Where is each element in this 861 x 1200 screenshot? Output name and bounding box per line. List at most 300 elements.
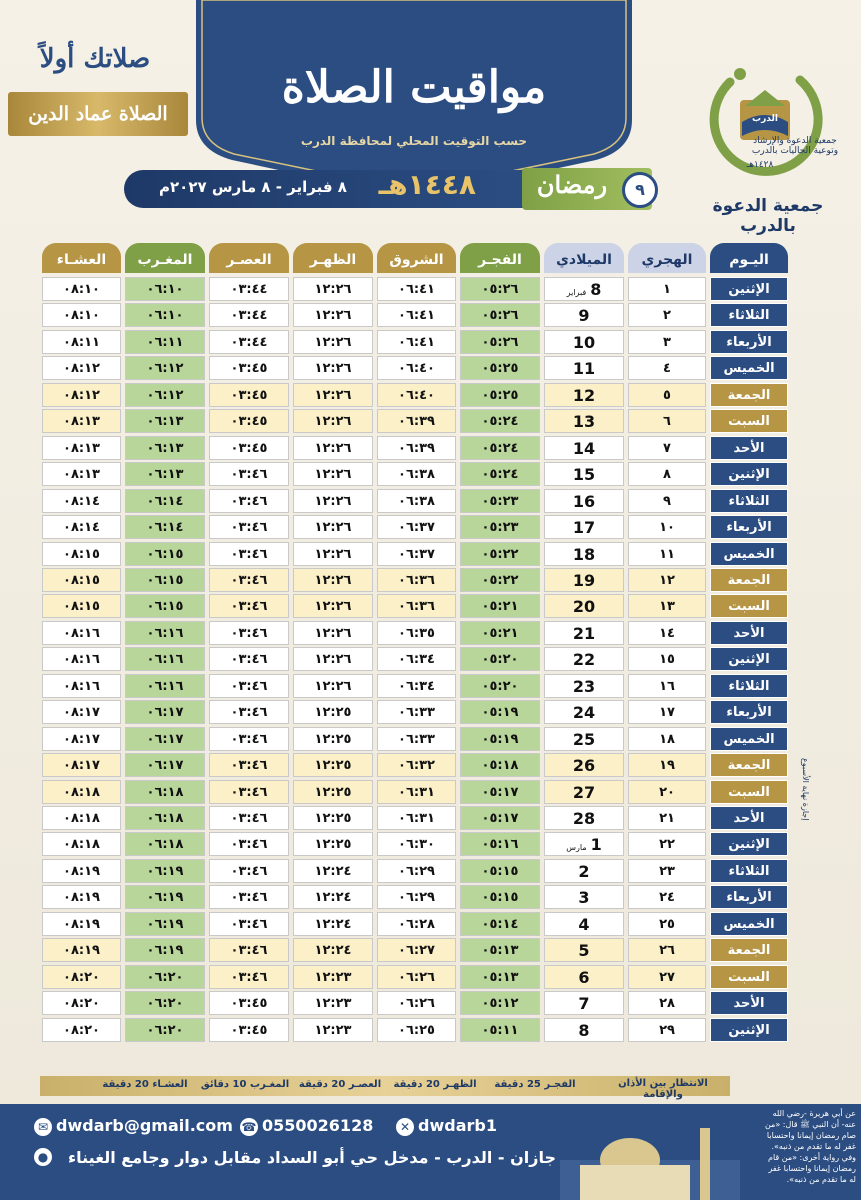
cell-fajr — [460, 832, 540, 856]
hijri-value: ٢١ — [659, 811, 675, 826]
greg-value: 20 — [572, 597, 596, 617]
month-name: رمضان — [536, 170, 608, 199]
asr-value: ٠٣:٤٤ — [230, 282, 268, 297]
cell-shuruq — [377, 727, 456, 751]
maghrib-value: ٠٦:١٥ — [146, 599, 184, 615]
dhuhr-value: ١٢:٢٦ — [314, 387, 352, 403]
fajr-value: ٠٥:١٥ — [481, 890, 519, 906]
greg-value: 23 — [572, 676, 596, 696]
cell-hijri — [628, 859, 706, 883]
cell-greg — [544, 965, 624, 989]
fajr-value: ٠٥:٢١ — [481, 599, 519, 615]
cell-fajr — [460, 515, 540, 539]
cell-greg — [544, 303, 624, 327]
cell-shuruq — [377, 885, 456, 909]
cell-fajr — [460, 753, 540, 777]
greg-value: 21 — [572, 623, 596, 643]
cell-dhuhr — [293, 885, 373, 909]
day-value: الأربعاء — [726, 890, 772, 906]
page-title: مواقيت الصلاة — [281, 62, 547, 113]
maghrib-value: ٠٦:١٨ — [146, 837, 184, 853]
shuruq-value: ٠٦:٣٢ — [398, 758, 435, 774]
phone-icon: ☎ — [241, 1119, 257, 1134]
fajr-value: ٠٥:١٢ — [481, 996, 519, 1012]
cell-maghrib — [125, 542, 205, 566]
slogan-bottom: الصلاة عماد الدين — [8, 92, 188, 136]
fajr-value: ٠٥:١٦ — [481, 837, 519, 853]
isha-value: ٠٨:٢٠ — [63, 1022, 100, 1038]
cell-dhuhr — [293, 806, 373, 830]
cell-greg — [544, 568, 624, 592]
maghrib-value: ٠٦:١٠ — [146, 308, 184, 324]
col-hijri-header: الهجري — [628, 243, 706, 273]
day-value: الجمعة — [727, 758, 771, 774]
cell-dhuhr — [293, 938, 373, 962]
fajr-value: ٠٥:١٧ — [481, 784, 519, 800]
day-value: الخميس — [723, 731, 775, 747]
asr-value: ٠٣:٤٦ — [230, 943, 268, 959]
isha-value: ٠٨:١٢ — [63, 361, 100, 377]
dhuhr-value: ١٢:٢٤ — [314, 890, 352, 906]
hijri-value: ١٢ — [659, 572, 675, 588]
asr-value: ٠٣:٤٦ — [230, 705, 268, 721]
cell-maghrib — [125, 594, 205, 618]
cell-isha — [42, 727, 121, 751]
dhuhr-value: ١٢:٢٣ — [314, 996, 352, 1012]
cell-day — [710, 806, 788, 830]
isha-value: ٠٨:١٤ — [63, 493, 100, 509]
dhuhr-value: ١٢:٢٥ — [314, 705, 352, 721]
cell-shuruq — [377, 277, 456, 301]
greg-value: 7 — [578, 994, 590, 1014]
asr-value: ٠٣:٤٦ — [230, 731, 268, 747]
cell-maghrib — [125, 885, 205, 909]
shuruq-value: ٠٦:٣٧ — [398, 520, 435, 536]
gregorian-range: ٨ فبراير - ٨ مارس ٢٠٢٧م — [159, 178, 347, 196]
cell-hijri — [628, 303, 706, 327]
cell-greg — [544, 515, 624, 539]
cell-hijri — [628, 568, 706, 592]
dhuhr-value: ١٢:٢٣ — [314, 1022, 352, 1038]
cell-maghrib — [125, 621, 205, 645]
cell-dhuhr — [293, 330, 373, 354]
shuruq-value: ٠٦:٢٩ — [398, 863, 435, 879]
cell-isha — [42, 674, 121, 698]
cell-day — [710, 330, 788, 354]
maghrib-value: ٠٦:١٢ — [146, 387, 184, 403]
mosque-illustration — [560, 1120, 740, 1200]
cell-greg — [544, 938, 624, 962]
shuruq-value: ٠٦:٣٣ — [398, 731, 435, 747]
isha-value: ٠٨:١٤ — [63, 520, 100, 536]
fajr-value: ٠٥:٢٦ — [481, 334, 519, 350]
cell-asr — [209, 462, 289, 486]
cell-asr — [209, 356, 289, 380]
shuruq-value: ٠٦:٢٥ — [398, 1022, 435, 1038]
cell-shuruq — [377, 700, 456, 724]
hijri-value: ١٤ — [659, 625, 675, 641]
cell-maghrib — [125, 303, 205, 327]
asr-value: ٠٣:٤٦ — [230, 678, 268, 694]
cell-day — [710, 542, 788, 566]
fajr-value: ٠٥:١٤ — [481, 916, 519, 932]
cell-greg — [544, 753, 624, 777]
day-value: الخميس — [723, 916, 775, 932]
asr-value: ٠٣:٤٦ — [230, 916, 268, 932]
cell-maghrib — [125, 674, 205, 698]
cell-day — [710, 462, 788, 486]
asr-value: ٠٣:٤٦ — [230, 493, 268, 509]
cell-dhuhr — [293, 753, 373, 777]
cell-shuruq — [377, 594, 456, 618]
cell-day — [710, 647, 788, 671]
cell-asr — [209, 303, 289, 327]
hijri-value: ٢٤ — [659, 890, 675, 906]
cell-hijri — [628, 965, 706, 989]
cell-isha — [42, 277, 121, 301]
day-value: الإثنين — [728, 1022, 770, 1038]
hijri-value: ١ — [663, 282, 671, 297]
day-value: الثلاثاء — [728, 863, 770, 879]
cell-dhuhr — [293, 462, 373, 486]
shuruq-value: ٠٦:٣٦ — [398, 599, 435, 615]
cell-hijri — [628, 780, 706, 804]
cell-fajr — [460, 700, 540, 724]
asr-value: ٠٣:٤٦ — [230, 520, 268, 536]
fajr-value: ٠٥:١١ — [481, 1022, 519, 1038]
cell-fajr — [460, 568, 540, 592]
cell-dhuhr — [293, 436, 373, 460]
day-value: الإثنين — [728, 282, 770, 297]
location-icon: ● — [34, 1146, 56, 1166]
cell-asr — [209, 383, 289, 407]
cell-shuruq — [377, 621, 456, 645]
fajr-value: ٠٥:٢٢ — [481, 572, 519, 588]
x-twitter-icon: ✕ — [396, 1118, 414, 1136]
greg-value: 17 — [572, 518, 596, 538]
cell-shuruq — [377, 303, 456, 327]
page-subtitle: حسب التوقيت المحلي لمحافظة الدرب — [300, 134, 528, 148]
maghrib-value: ٠٦:١٣ — [146, 440, 184, 456]
month-label: فبراير — [566, 288, 587, 297]
month-label: مارس — [566, 843, 587, 853]
cell-dhuhr — [293, 356, 373, 380]
day-value: الخميس — [723, 546, 775, 562]
cell-hijri — [628, 727, 706, 751]
fajr-value: ٠٥:٢٠ — [481, 652, 519, 668]
col-asr-header: العصـر — [209, 243, 289, 273]
day-value: السبت — [728, 414, 770, 430]
cell-greg — [544, 912, 624, 936]
cell-hijri — [628, 938, 706, 962]
phone-contact[interactable]: ☎ 0550026128 — [241, 1116, 374, 1135]
greg-value: 13 — [572, 412, 596, 432]
fajr-value: ٠٥:٢٦ — [481, 282, 519, 297]
cell-asr — [209, 277, 289, 301]
cell-day — [710, 515, 788, 539]
isha-value: ٠٨:١٧ — [63, 758, 100, 774]
cell-dhuhr — [293, 621, 373, 645]
shuruq-value: ٠٦:٢٨ — [398, 916, 435, 932]
cell-asr — [209, 832, 289, 856]
greg-value: 18 — [572, 544, 596, 564]
asr-value: ٠٣:٤٥ — [230, 1022, 268, 1038]
fajr-value: ٠٥:٢٠ — [481, 678, 519, 694]
cell-isha — [42, 383, 121, 407]
hijri-value: ٢٢ — [659, 837, 675, 853]
cell-asr — [209, 515, 289, 539]
asr-value: ٠٣:٤٥ — [230, 414, 268, 430]
cell-asr — [209, 912, 289, 936]
hijri-value: ٢٩ — [659, 1022, 675, 1038]
isha-value: ٠٨:١٦ — [63, 652, 100, 668]
cell-maghrib — [125, 462, 205, 486]
cell-fajr — [460, 806, 540, 830]
greg-value: 19 — [572, 570, 596, 590]
iqama-fajr: الفجـر 25 دقيقة — [494, 1079, 576, 1090]
email-contact[interactable]: ✉ dwdarb@gmail.com — [34, 1116, 233, 1136]
cell-asr — [209, 489, 289, 513]
shuruq-value: ٠٦:٤١ — [398, 334, 435, 350]
hijri-value: ٦ — [663, 414, 671, 430]
cell-fajr — [460, 991, 540, 1015]
cell-dhuhr — [293, 277, 373, 301]
day-value: الأحد — [733, 440, 765, 456]
cell-asr — [209, 859, 289, 883]
asr-value: ٠٣:٤٦ — [230, 837, 268, 853]
hijri-value: ١٧ — [659, 705, 675, 721]
cell-asr — [209, 991, 289, 1015]
dhuhr-value: ١٢:٢٣ — [314, 969, 352, 985]
maghrib-value: ٠٦:١٩ — [146, 916, 184, 932]
maghrib-value: ٠٦:١٤ — [146, 520, 184, 536]
cell-dhuhr — [293, 568, 373, 592]
greg-value: 22 — [572, 650, 596, 670]
cell-dhuhr — [293, 594, 373, 618]
shuruq-value: ٠٦:٢٩ — [398, 890, 435, 906]
hijri-value: ٤ — [663, 361, 671, 377]
hijri-value: ١٨ — [659, 731, 675, 747]
asr-value: ٠٣:٤٥ — [230, 440, 268, 456]
shuruq-value: ٠٦:٣٠ — [398, 837, 435, 853]
cell-shuruq — [377, 436, 456, 460]
cell-asr — [209, 1018, 289, 1042]
org-full-name: جمعية الدعوة والإرشاد وتوعية الجاليات بالدرب — [751, 136, 839, 156]
twitter-contact[interactable]: ✕ dwdarb1 — [396, 1116, 497, 1136]
day-value: الثلاثاء — [728, 493, 770, 509]
dhuhr-value: ١٢:٢٤ — [314, 943, 352, 959]
fajr-value: ٠٥:٢٣ — [481, 493, 519, 509]
asr-value: ٠٣:٤٦ — [230, 625, 268, 641]
cell-isha — [42, 912, 121, 936]
month-number: ٩ — [622, 172, 658, 208]
cell-isha — [42, 409, 121, 433]
greg-value: 8 — [578, 1020, 590, 1040]
cell-hijri — [628, 277, 706, 301]
cell-isha — [42, 356, 121, 380]
cell-fajr — [460, 356, 540, 380]
cell-isha — [42, 489, 121, 513]
cell-hijri — [628, 330, 706, 354]
greg-value: 5 — [578, 941, 590, 961]
shuruq-value: ٠٦:٣٨ — [398, 493, 435, 509]
day-value: الأربعاء — [726, 334, 772, 350]
greg-value: 8 — [590, 280, 602, 299]
maghrib-value: ٠٦:٢٠ — [146, 1022, 184, 1038]
cell-asr — [209, 674, 289, 698]
cell-day — [710, 859, 788, 883]
cell-maghrib — [125, 436, 205, 460]
cell-isha — [42, 462, 121, 486]
shuruq-value: ٠٦:٣٣ — [398, 705, 435, 721]
maghrib-value: ٠٦:١٥ — [146, 546, 184, 562]
asr-value: ٠٣:٤٦ — [230, 572, 268, 588]
cell-day — [710, 621, 788, 645]
cell-hijri — [628, 885, 706, 909]
cell-maghrib — [125, 806, 205, 830]
cell-shuruq — [377, 991, 456, 1015]
cell-dhuhr — [293, 303, 373, 327]
cell-day — [710, 965, 788, 989]
cell-dhuhr — [293, 383, 373, 407]
cell-day — [710, 885, 788, 909]
isha-value: ٠٨:١٣ — [63, 467, 100, 483]
hijri-value: ١٦ — [659, 678, 675, 694]
maghrib-value: ٠٦:١٦ — [146, 652, 184, 668]
cell-hijri — [628, 462, 706, 486]
col-isha-header: العشـاء — [42, 243, 121, 273]
dhuhr-value: ١٢:٢٦ — [314, 414, 352, 430]
org-name: جمعية الدعوة بالدرب — [712, 196, 824, 236]
isha-value: ٠٨:١٥ — [63, 572, 100, 588]
fajr-value: ٠٥:١٧ — [481, 811, 519, 826]
isha-value: ٠٨:١١ — [63, 334, 100, 350]
maghrib-value: ٠٦:١٣ — [146, 414, 184, 430]
cell-dhuhr — [293, 727, 373, 751]
cell-hijri — [628, 621, 706, 645]
cell-dhuhr — [293, 647, 373, 671]
day-value: الثلاثاء — [728, 678, 770, 694]
col-fajr-header: الفجـر — [460, 243, 540, 273]
hijri-value: ٢٣ — [659, 863, 675, 879]
day-value: الأحد — [733, 996, 765, 1012]
asr-value: ٠٣:٤٥ — [230, 387, 268, 403]
cell-asr — [209, 965, 289, 989]
cell-asr — [209, 753, 289, 777]
dhuhr-value: ١٢:٢٦ — [314, 520, 352, 536]
cell-asr — [209, 594, 289, 618]
slogan-top: صلاتك أولاً — [39, 44, 151, 74]
iqama-maghrib: المغـرب 10 دقائق — [200, 1079, 290, 1090]
dhuhr-value: ١٢:٢٥ — [314, 758, 352, 774]
cell-asr — [209, 568, 289, 592]
cell-fajr — [460, 409, 540, 433]
greg-value: 2 — [578, 861, 590, 881]
cell-asr — [209, 542, 289, 566]
dhuhr-value: ١٢:٢٦ — [314, 599, 352, 615]
cell-greg — [544, 489, 624, 513]
isha-value: ٠٨:١٩ — [63, 916, 100, 932]
asr-value: ٠٣:٤٦ — [230, 758, 268, 774]
logo-word: الدرب — [752, 114, 778, 124]
cell-isha — [42, 753, 121, 777]
cell-hijri — [628, 912, 706, 936]
greg-value: 11 — [572, 359, 596, 379]
hijri-value: ٨ — [663, 467, 671, 483]
cell-asr — [209, 700, 289, 724]
shuruq-value: ٠٦:٣٧ — [398, 546, 435, 562]
cell-isha — [42, 542, 121, 566]
cell-fajr — [460, 303, 540, 327]
cell-asr — [209, 330, 289, 354]
cell-isha — [42, 938, 121, 962]
cell-shuruq — [377, 1018, 456, 1042]
hijri-value: ٢٨ — [659, 996, 675, 1012]
cell-asr — [209, 409, 289, 433]
greg-value: 25 — [572, 729, 596, 749]
day-value: الجمعة — [727, 387, 771, 403]
day-value: الخميس — [723, 361, 775, 377]
cell-day — [710, 303, 788, 327]
cell-asr — [209, 647, 289, 671]
cell-fajr — [460, 859, 540, 883]
cell-maghrib — [125, 277, 205, 301]
cell-isha — [42, 330, 121, 354]
isha-value: ٠٨:٢٠ — [63, 996, 100, 1012]
cell-fajr — [460, 727, 540, 751]
shuruq-value: ٠٦:٣٤ — [398, 678, 435, 694]
hijri-value: ٢٦ — [659, 943, 675, 959]
isha-value: ٠٨:١٠ — [63, 282, 100, 297]
shuruq-value: ٠٦:٣٥ — [398, 625, 435, 641]
cell-isha — [42, 436, 121, 460]
dhuhr-value: ١٢:٢٤ — [314, 916, 352, 932]
hijri-value: ٢٧ — [659, 969, 675, 985]
greg-value: 12 — [572, 385, 596, 405]
cell-hijri — [628, 1018, 706, 1042]
cell-isha — [42, 832, 121, 856]
day-value: الثلاثاء — [728, 308, 770, 324]
cell-dhuhr — [293, 912, 373, 936]
day-value: الأحد — [733, 625, 765, 641]
asr-value: ٠٣:٤٤ — [230, 308, 268, 324]
hijri-value: ١١ — [659, 546, 675, 562]
cell-hijri — [628, 515, 706, 539]
isha-value: ٠٨:١٥ — [63, 599, 100, 615]
dhuhr-value: ١٢:٢٦ — [314, 546, 352, 562]
cell-day — [710, 1018, 788, 1042]
shuruq-value: ٠٦:٢٦ — [398, 969, 435, 985]
cell-maghrib — [125, 859, 205, 883]
weekend-note: إجازة نهاية الأسبوع — [801, 757, 810, 820]
isha-value: ٠٨:١٩ — [63, 943, 100, 959]
dhuhr-value: ١٢:٢٦ — [314, 572, 352, 588]
cell-shuruq — [377, 780, 456, 804]
cell-greg — [544, 832, 624, 856]
cell-greg — [544, 1018, 624, 1042]
cell-day — [710, 727, 788, 751]
cell-greg — [544, 409, 624, 433]
fajr-value: ٠٥:١٣ — [481, 943, 519, 959]
cell-dhuhr — [293, 991, 373, 1015]
greg-value: 15 — [572, 465, 596, 485]
isha-value: ٠٨:١٨ — [63, 784, 100, 800]
asr-value: ٠٣:٤٥ — [230, 361, 268, 377]
dhuhr-value: ١٢:٢٥ — [314, 837, 352, 853]
hijri-value: ٢٥ — [659, 916, 675, 932]
greg-value: 27 — [572, 782, 596, 802]
asr-value: ٠٣:٤٦ — [230, 546, 268, 562]
